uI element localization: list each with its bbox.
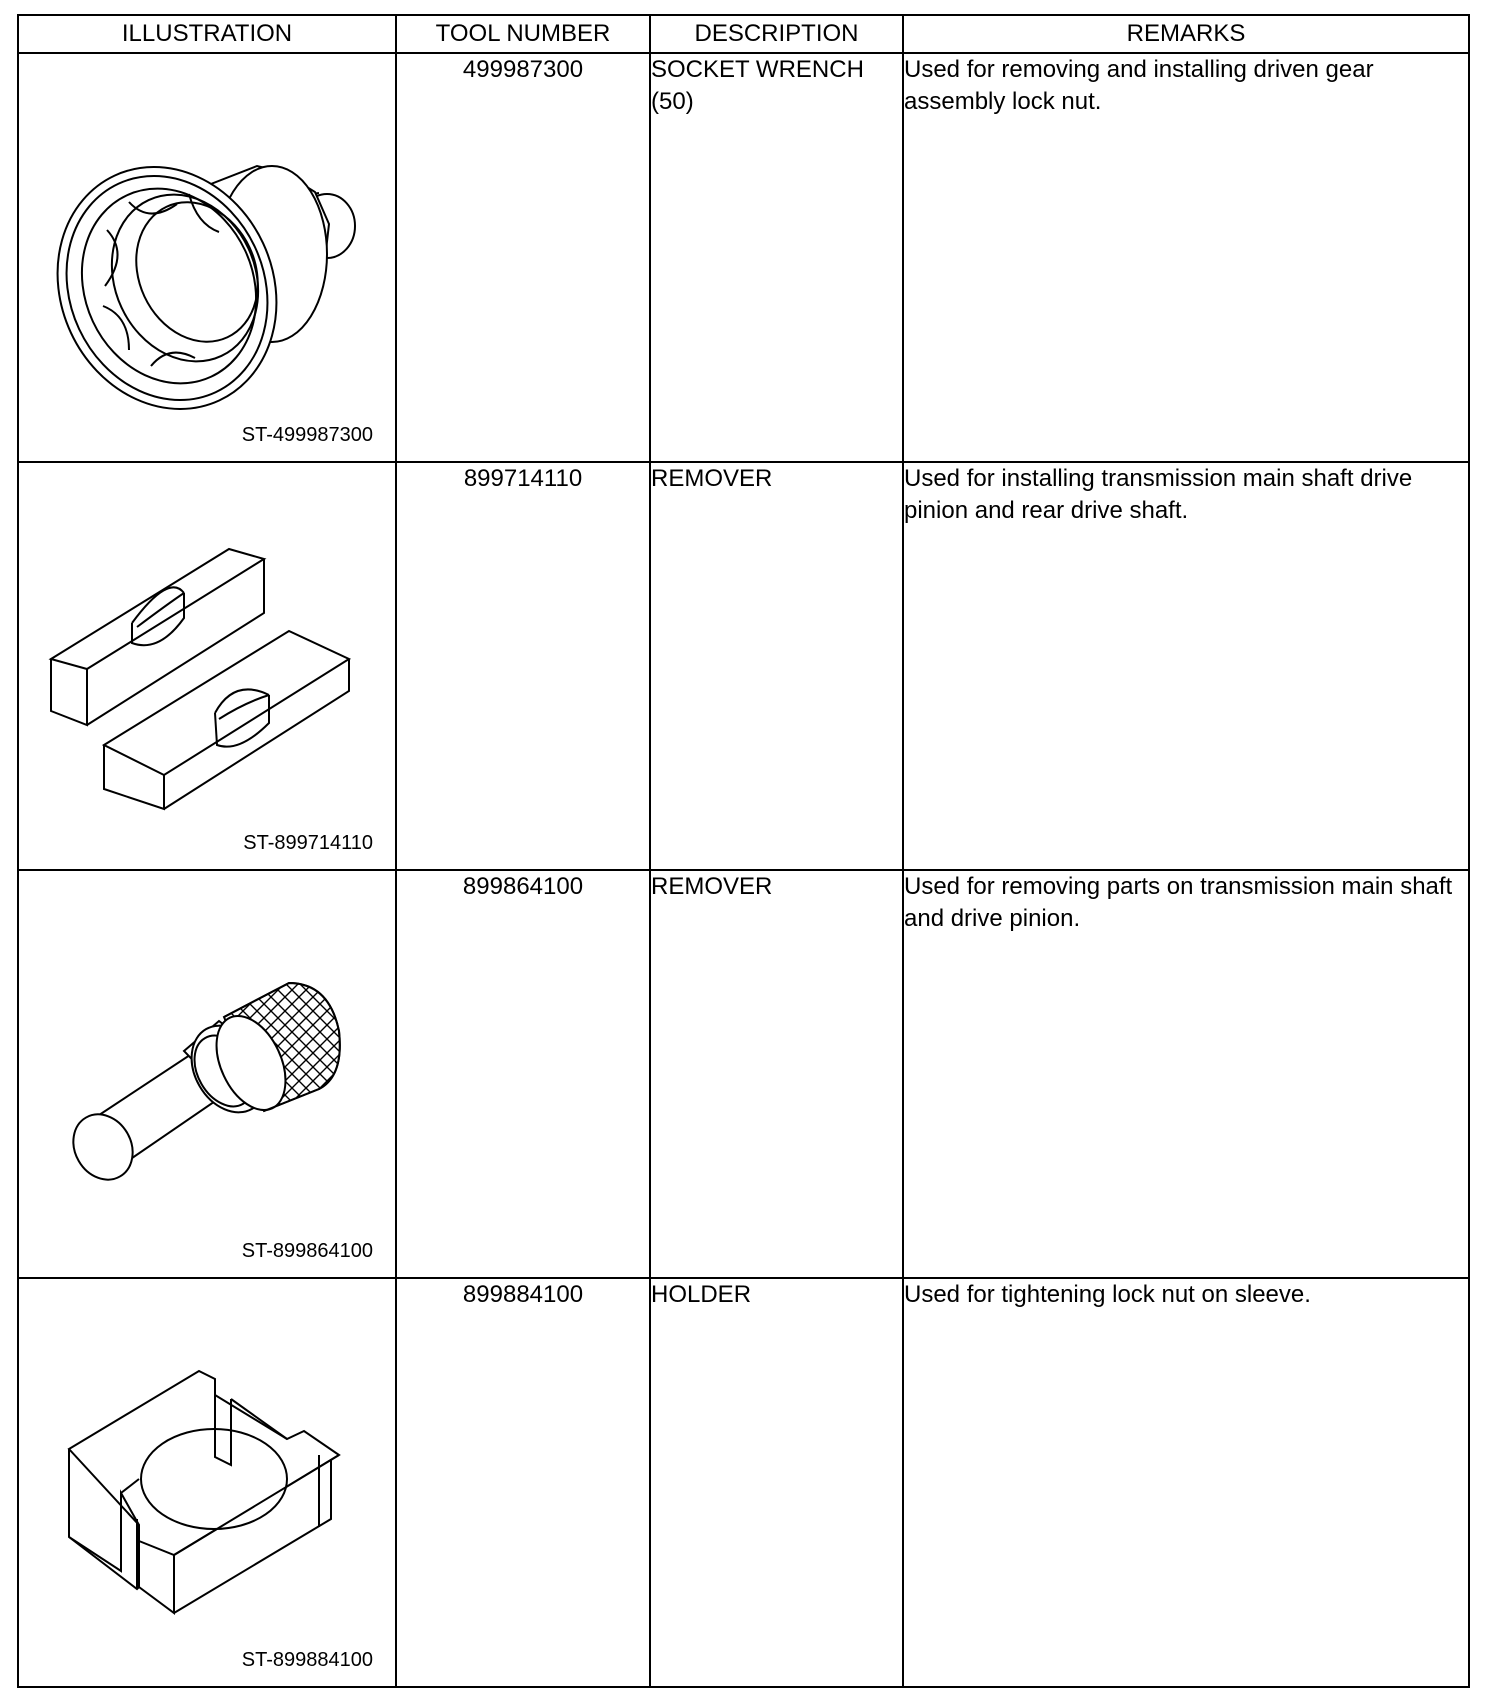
illustration-label: ST-899884100 bbox=[241, 1649, 373, 1671]
remover-pin-drawing bbox=[19, 871, 397, 1277]
tool-number: 899714110 bbox=[396, 462, 650, 870]
table-row bbox=[18, 870, 1469, 1278]
header-remarks: REMARKS bbox=[903, 15, 1469, 53]
description: SOCKET WRENCH (50) bbox=[651, 56, 864, 116]
illustration-cell bbox=[18, 1278, 396, 1687]
remarks: Used for installing transmission main shaft drive pinion and rear drive shaft. bbox=[903, 462, 1469, 870]
special-tools-table bbox=[17, 14, 1470, 1688]
remarks: Used for removing parts on transmission main shaft and drive pinion. bbox=[903, 870, 1469, 1278]
tool-number: 899884100 bbox=[396, 1278, 650, 1687]
remarks: Used for tightening lock nut on sleeve. bbox=[903, 1278, 1469, 1687]
illustration-label: ST-899714110 bbox=[243, 832, 373, 854]
header-description: DESCRIPTION bbox=[650, 15, 903, 53]
illustration-cell bbox=[18, 462, 396, 870]
table-row bbox=[18, 462, 1469, 870]
socket-wrench-drawing bbox=[19, 54, 397, 460]
tool-number: 499987300 bbox=[396, 53, 650, 461]
illustration-label: ST-899864100 bbox=[241, 1240, 373, 1263]
tool-number: 899864100 bbox=[396, 870, 650, 1278]
illustration-label: ST-499987300 bbox=[241, 423, 373, 446]
illustration-cell bbox=[18, 870, 396, 1278]
header-row bbox=[18, 15, 1469, 53]
description-cell bbox=[650, 1278, 903, 1687]
description: REMOVER bbox=[651, 464, 773, 492]
header-illustration: ILLUSTRATION bbox=[18, 15, 396, 53]
table-row bbox=[18, 53, 1469, 461]
table-row bbox=[18, 1278, 1469, 1687]
description-cell bbox=[650, 870, 903, 1278]
holder-block-drawing bbox=[19, 1279, 397, 1685]
header-tool-number: TOOL NUMBER bbox=[396, 15, 650, 53]
illustration-cell bbox=[18, 53, 396, 461]
description: REMOVER bbox=[651, 873, 773, 900]
description-cell bbox=[650, 462, 903, 870]
description-cell bbox=[650, 53, 903, 461]
description: HOLDER bbox=[651, 1281, 752, 1309]
remover-plates-drawing bbox=[19, 463, 397, 869]
remarks: Used for removing and installing driven gear assembly lock nut. bbox=[903, 53, 1469, 461]
